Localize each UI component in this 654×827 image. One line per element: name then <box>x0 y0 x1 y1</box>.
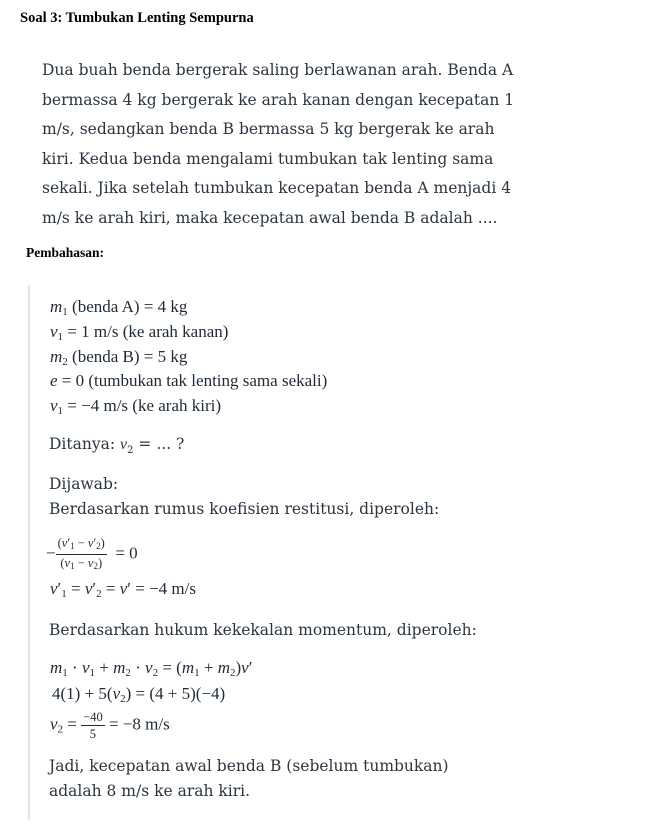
given-v1: $v_1 = 1$ m/s (ke arah kanan) <box>50 322 229 343</box>
ditanya-line: Ditanya: $v_2$ = ... ? <box>49 435 185 457</box>
given-e: e = 0 (tumbukan tak lenting sama sekali) <box>50 371 328 390</box>
fraction-denominator: 5 <box>89 727 97 741</box>
problem-line: sekali. Jika setelah tumbukan kecepatan benda A menjadi 4 <box>42 179 512 197</box>
momentum-text: Berdasarkan hukum kekekalan momentum, diperoleh: <box>49 621 477 639</box>
restitusi-text: Berdasarkan rumus koefisien restitusi, diperoleh: <box>49 500 440 518</box>
fraction-numerator: −40 <box>83 710 103 724</box>
momentum-equation-1: $m_1 \cdot v_1 + m_2 \cdot v_2 = (m_1 + m_2)v'$ <box>50 658 253 679</box>
given-m2: $m_2$ (benda B) = 5 kg <box>50 347 188 368</box>
problem-line: bermassa 4 kg bergerak ke arah kanan dengan kecepatan 1 <box>42 90 515 109</box>
conclusion-line: adalah 8 m/s ke arah kiri. <box>49 782 251 800</box>
problem-line: Dua buah benda bergerak saling berlawanan arah. Benda A <box>42 61 514 79</box>
problem-line: m/s, sedangkan benda B bermassa 5 kg bergerak ke arah <box>42 120 495 138</box>
problem-title: Soal 3: Tumbukan Lenting Sempurna <box>20 10 254 26</box>
problem-line: m/s ke arah kiri, maka kecepatan awal benda B adalah .... <box>42 208 498 227</box>
given-m1: $m_1$ (benda A) = 4 kg <box>50 297 188 318</box>
problem-statement <box>42 56 562 233</box>
dijawab-label: Dijawab: <box>49 475 119 493</box>
restitusi-result: $v'_1 = v'_2 = v' = -4$ m/s <box>50 579 196 600</box>
pembahasan-heading: Pembahasan: <box>26 245 105 260</box>
solution-block <box>28 285 550 820</box>
given-v1-after: $v_1 = -4$ m/s (ke arah kiri) <box>50 396 222 417</box>
conclusion-line: Jadi, kecepatan awal benda B (sebelum tumbukan) <box>49 757 449 775</box>
v2-solution: $v_2$ = $\frac{-40}{5}$ = −8 m/s <box>50 710 170 741</box>
restitusi-equation: − $\frac{(v'_1 - v'_2)}{(v_1 - v_2)}$ = 0 <box>46 536 138 571</box>
momentum-equation-2: $4(1) + 5(v_2) = (4 + 5)(-4)$ <box>52 684 226 705</box>
problem-line: kiri. Kedua benda mengalami tumbukan tak lenting sama <box>42 149 494 168</box>
